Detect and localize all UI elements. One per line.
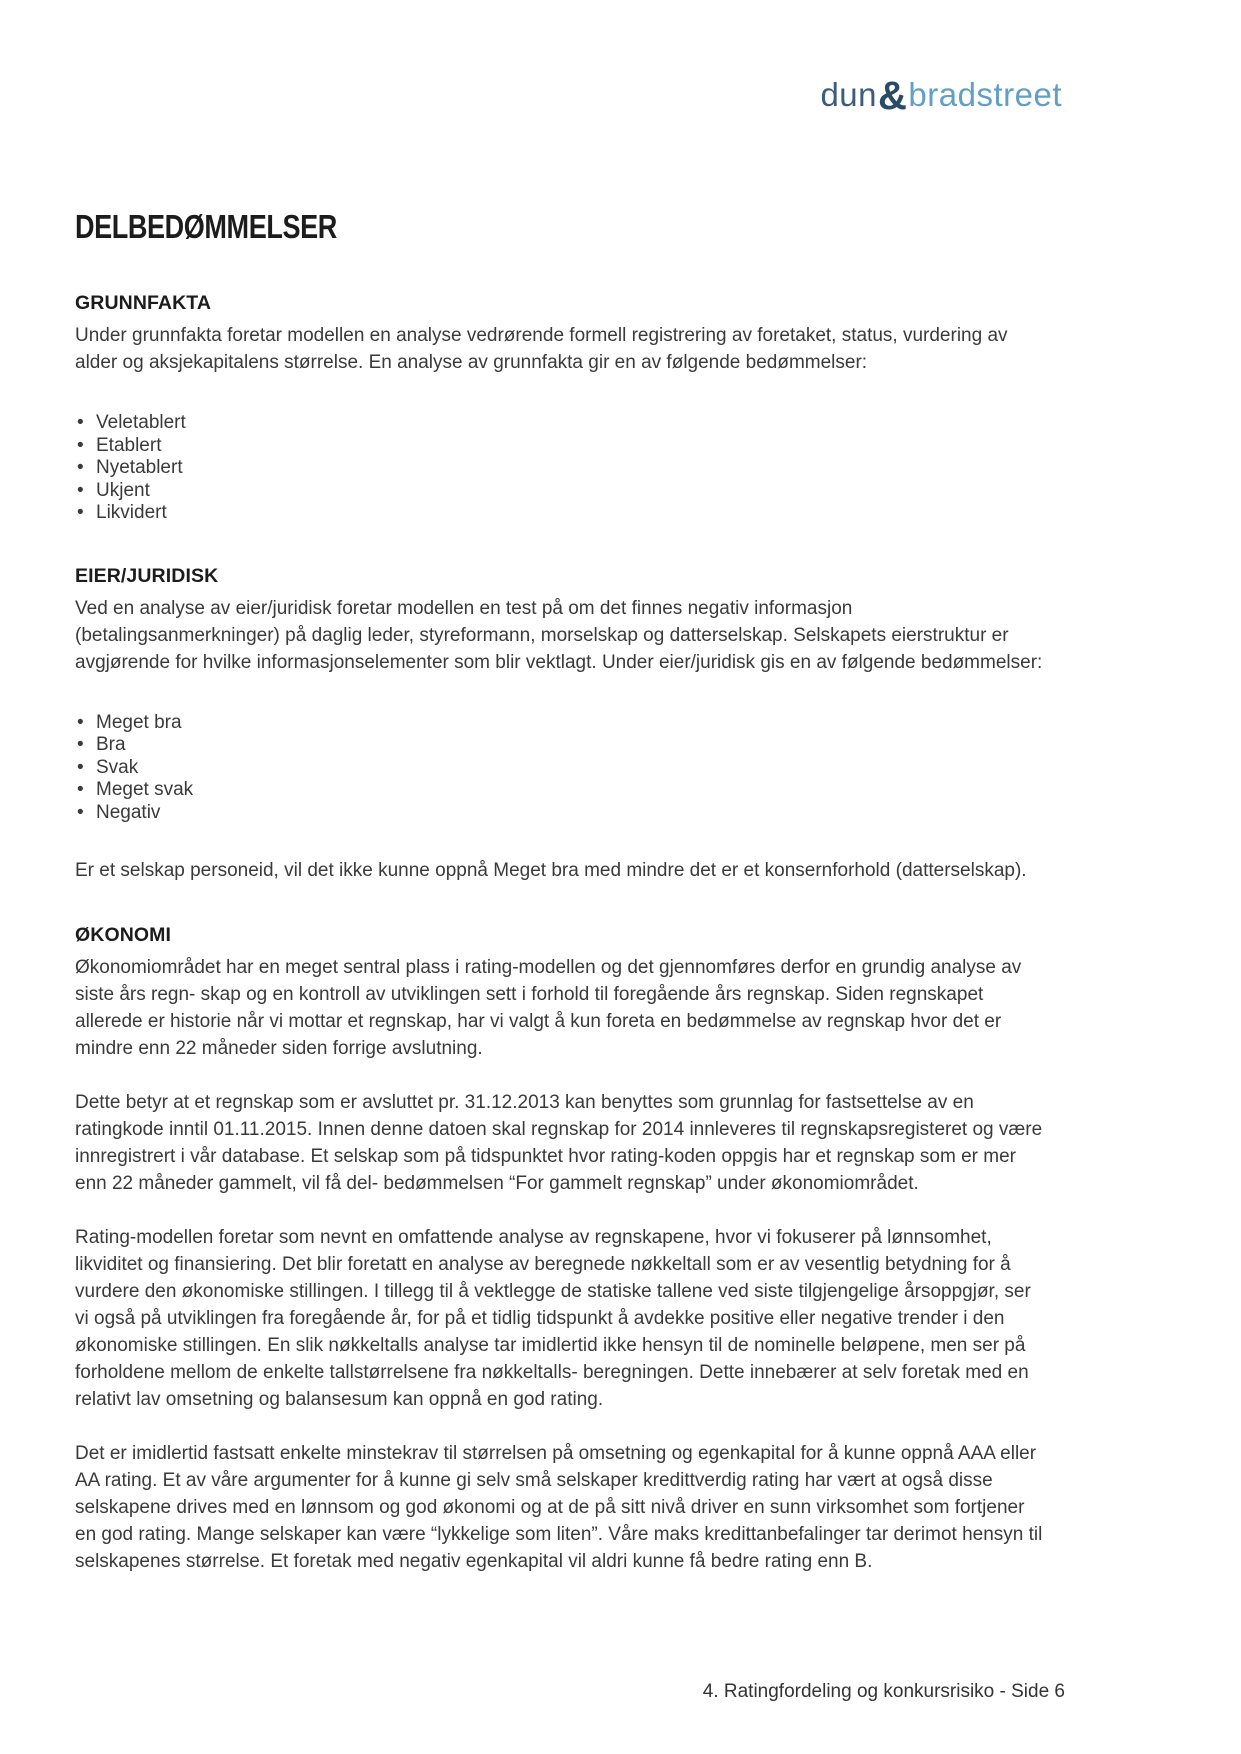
list-item: • Negativ <box>75 802 1047 825</box>
section-heading: ØKONOMI <box>75 924 172 946</box>
list-item: • Veletablert <box>75 412 1047 435</box>
body-paragraph: Dette betyr at et regnskap som er avsluttet pr. 31.12.2013 kan benyttes som grunnlag for fastsettelse av en ratingkode inntil 01.11.2015. Innen denne datoen skal regnskap for 2014 innleveres til regnskapsregisteret og være innregistrert i vår database. Et selskap som på tidspunktet hvor rating-koden oppgis har et regnskap som er mer enn 22 måneder gammelt, vil få del- bedømmelsen “For gammelt regnskap” under økonomiområdet. <box>75 1092 1043 1194</box>
section-heading: GRUNNFAKTA <box>75 292 212 314</box>
eier-juridisk-bullet-list <box>75 712 1047 825</box>
page-title: DELBEDØMMELSER <box>75 208 337 245</box>
list-item: • Nyetablert <box>75 457 1047 480</box>
grunnfakta-bullet-list <box>75 412 1047 525</box>
body-paragraph: Rating-modellen foretar som nevnt en omfattende analyse av regnskapene, hvor vi fokuserer på lønnsomhet, likviditet og finansiering. Det blir foretatt en analyse av beregnede nøkkeltall som er av vesentlig betydning for å vurdere den økonomiske stillingen. I tillegg til å vektlegge de statiske tallene ved siste tilgjengelige årsoppgjør, ser vi også på utviklingen fra foregående år, for på et tidlig tidspunkt å avdekke positive eller negative trender i den økonomiske stillingen. En slik nøkkeltalls analyse tar imidlertid ikke hensyn til de nominelle beløpene, men ser på forholdene mellom de enkelte tallstørrelsene fra nøkkeltalls- beregningen. Dette innebærer at selv foretak med en relativt lav omsetning og balansesum kan oppnå en god rating. <box>75 1227 1031 1410</box>
section-okonomi <box>75 924 1047 1575</box>
list-item: • Svak <box>75 757 1047 780</box>
body-paragraph: Det er imidlertid fastsatt enkelte minstekrav til størrelsen på omsetning og egenkapital for å kunne oppnå AAA eller AA rating. Et av våre argumenter for å kunne gi selv små selskaper kredittverdig rating har vært at også disse selskapene drives med en lønnsom og god økonomi og at de på sitt nivå driver en sunn virksomhet som fortjener en god rating. Mange selskaper kan være “lykkelige som liten”. Våre maks kredittanbefalinger tar derimot hensyn til selskapenes størrelse. Et foretak med negativ egenkapital vil aldri kunne få bedre rating enn B. <box>75 1443 1043 1572</box>
list-item: • Bra <box>75 734 1047 757</box>
section-grunnfakta <box>75 292 1047 525</box>
list-item: • Meget svak <box>75 779 1047 802</box>
list-item: • Likvidert <box>75 502 1047 525</box>
section-heading: EIER/JURIDISK <box>75 564 219 587</box>
logo-bradstreet-text: bradstreet <box>908 76 1062 113</box>
list-item: • Meget bra <box>75 712 1047 735</box>
section-intro-paragraph: Under grunnfakta foretar modellen en analyse vedrørende formell registrering av foretaket, status, vurdering av alder og aksjekapitalens størrelse. En analyse av grunnfakta gir en av følgende bedømmelser: <box>75 325 1008 373</box>
section-eier-juridisk <box>75 565 1047 885</box>
section-intro-paragraph: Ved en analyse av eier/juridisk foretar modellen en test på om det finnes negativ informasjon (betalingsanmerkninger) på daglig leder, styreformann, morselskap og datterselskap. Selskapets eierstruktur er avgjørende for hvilke informasjonselementer som blir vektlagt. Under eier/juridisk gis en av følgende bedømmelser: <box>75 597 1043 673</box>
page-footer: 4. Ratingfordeling og konkursrisiko - Side 6 <box>702 1681 1065 1702</box>
list-item: • Etablert <box>75 435 1047 458</box>
logo-dun-text: dun <box>820 76 878 113</box>
body-paragraph: Økonomiområdet har en meget sentral plass i rating-modellen og det gjennomføres derfor en grundig analyse av siste års regn- skap og en kontroll av utviklingen sett i forhold til foregående års regnskap. Siden regnskapet allerede er historie når vi mottar et regnskap, har vi valgt å kun foreta en bedømmelse av regnskap hvor det er mindre enn 22 måneder siden forrige avslutning. <box>75 957 1022 1059</box>
logo-ampersand-icon: & <box>878 74 908 118</box>
list-item: • Ukjent <box>75 480 1047 503</box>
document-content <box>75 0 1047 1575</box>
section-note-paragraph: Er et selskap personeid, vil det ikke kunne oppnå Meget bra med mindre det er et konsernforhold (datterselskap). <box>75 860 1027 881</box>
